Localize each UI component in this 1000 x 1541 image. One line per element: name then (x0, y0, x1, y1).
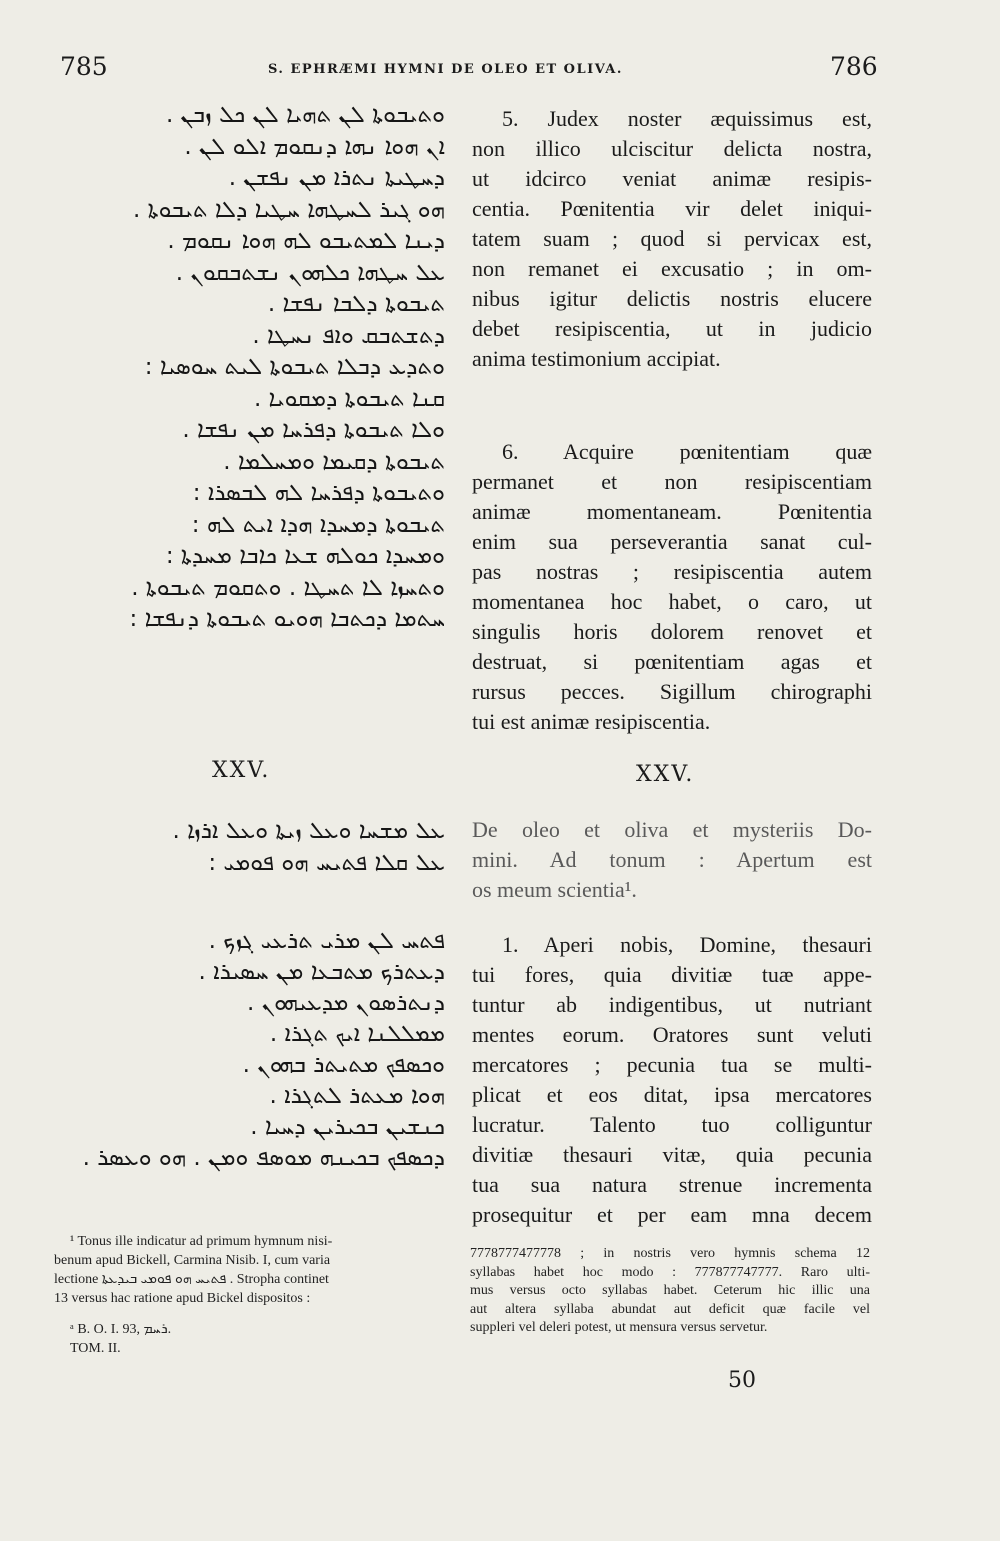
footnote-line: 13 versus hac ratione apud Bickel dispositos : (54, 1291, 311, 1306)
latin-line: nibus igitur delictis nostris elucere (472, 286, 872, 311)
latin-line: singulis horis dolorem renovet et (472, 619, 872, 644)
latin-line: os meum scientia¹. (472, 877, 637, 902)
latin-line: mini. Ad tonum : Apertum est (472, 847, 872, 872)
syriac-line: ܦܬܚ ܠܢ ܡܪܝ ܬܪܥܝ ܓܙܟ . (208, 928, 445, 954)
syriac-line: ܥܠ ܩܠܐ ܦܬܝܚ ܗܘ ܦܘܡܝ : (208, 849, 445, 876)
latin-line: animæ momentaneam. Pœnitentia (472, 499, 872, 524)
latin-section-title: XXV. (636, 762, 695, 787)
latin-line: prosequitur et per eam mna decem (472, 1202, 872, 1227)
latin-line: 1. Aperi nobis, Domine, thesauri (502, 932, 872, 957)
syriac-line: ܘܡܚܕܐ ܟܘܠܗ ܫܥܐ ܟܐܒܐ ܡܚܕܬܐ : (165, 543, 445, 569)
latin-line: pas nostras ; resipiscentia autem (472, 559, 872, 584)
latin-paragraph-6 (472, 437, 872, 737)
syriac-line: ܗܘ ܓܝܪ ܠܚܛܗܐ ܚܛܝܐ ܕܠܐ ܬܝܒܘܬܐ . (132, 196, 445, 223)
syriac-line: ܘܠܐ ܬܝܒܘܬܐ ܕܦܪܚܐ ܡܢ ܢܦܫܐ . (182, 417, 445, 443)
latin-line: destruat, si pœnitentiam agas et (472, 649, 872, 674)
footnote-line: lectione ܦܬܝܚ ܗܘ ܦܘܡܝ ܒܝܕܥܬܐ . Stropha continet (54, 1272, 329, 1287)
footnote-line: suppleri vel deleri potest, ut mensura versus servetur. (470, 1320, 768, 1335)
syriac-line: ܕܚܛܝܬܐ ܢܬܪܐ ܡܢ ܢܦܫܢ . (228, 165, 445, 191)
footnote-line: 7778777477778 ; in nostris vero hymnis schema 12 (470, 1246, 870, 1261)
syriac-line: ܘܬܕܥ ܕܒܠܐ ܬܝܒܘܬܐ ܠܝܬ ܚܘܣܝܐ : (144, 354, 445, 380)
latin-line: tui fores, quia divitiæ tuæ appe- (472, 962, 872, 987)
latin-line: ut idcirco veniat animæ resipis- (472, 166, 872, 191)
syriac-text-lower (83, 926, 445, 1174)
latin-line: lucratur. Talento tuo colliguntur (472, 1112, 872, 1137)
syriac-line: ܗܘܐ ܡܥܬܪ ܠܬܓܪܐ . (269, 1083, 445, 1109)
syriac-line: ܕܝܢܐ ܠܡܬܝܒܘ ܠܗ ܗܘܐ ܢܩܘܡ . (167, 228, 445, 254)
footnote-right (470, 1245, 870, 1338)
syriac-line: ܚܬܡܐ ܕܟܬܒܐ ܗܘܝܘ ܬܝܒܘܬܐ ܕܢܦܫܐ : (129, 606, 445, 632)
syriac-line: ܬܝܒܘܬܐ ܕܩܝܡܐ ܘܡܚܠܡܐ . (223, 448, 445, 475)
latin-line: debet resipiscentia, ut in judicio (472, 316, 872, 341)
running-title: S. EPHRÆMI HYMNI DE OLEO ET OLIVA. (268, 62, 623, 77)
syriac-text-upper (130, 100, 445, 636)
footnote-line: syllabas habet hoc modo : 777877747777. Raro ulti- (470, 1264, 870, 1280)
syriac-line: ܥܠ ܡܫܚܐ ܘܥܠ ܙܝܬܐ ܘܥܠ ܐܪܙܐ . (172, 818, 445, 844)
footnote-line: aut altera syllaba abundat aut deficit quæ facile vel (470, 1301, 870, 1317)
footnote-reference: ᵃ B. O. I. 93, ܪܚܡ. (70, 1322, 172, 1337)
syriac-line: ܟܢܫܝܢ ܒܟܝܪܝܢ ܕܚܝܐ . (250, 1114, 445, 1140)
latin-line: rursus pecces. Sigillum chirographi (472, 679, 872, 704)
latin-line: enim sua perseverantia sanat cul- (472, 529, 872, 554)
footnote-line: ¹ Tonus ille indicatur ad primum hymnum nisi- (70, 1234, 333, 1249)
page-number-right: 786 (830, 52, 878, 81)
latin-line: 5. Judex noster æquissimus est, (502, 106, 872, 131)
latin-line: De oleo et oliva et mysteriis Do- (472, 817, 872, 842)
syriac-line: ܘܬܝܒܘܬܐ ܠܢ ܬܗܝܐ ܠܢ ܟܠ ܙܒܢ . (165, 102, 445, 128)
latin-line: tua sua natura strenue incrementa (472, 1172, 872, 1197)
footnote-line: mus versus octo syllabas habet. Ceterum hic illic una (470, 1283, 870, 1298)
syriac-line: ܐܢ ܗܘܐ ܢܗܐ ܕܢܩܘܡ ܐܠܘ ܠܢ . (184, 133, 445, 160)
syriac-line: ܡܡܠܠܢܐ ܐܝܟ ܬܓܪܐ . (269, 1021, 445, 1047)
latin-line: tatem suam ; quod si pervicax est, (472, 226, 872, 251)
footnote-left (54, 1232, 444, 1358)
page-header (0, 52, 1000, 88)
latin-line: permanet et non resipiscentiam (472, 469, 872, 494)
syriac-line: ܕܥܬܪܟ ܡܬܒܥܐ ܡܢ ܚܣܝܪܐ . (198, 959, 445, 985)
syriac-line: ܕܟܣܦܟ ܒܟܝܢܗ ܡܘܣܦ ܘܡܢ . ܗܘ ܘܥܣܪ . (82, 1145, 445, 1171)
syriac-line: ܥܠ ܚܛܗܐ ܟܠܗܘܢ ܢܫܬܒܩܘܢ . (175, 259, 445, 286)
latin-line: plicat et eos ditat, ipsa mercatores (472, 1082, 872, 1107)
latin-line: tuntur ab indigentibus, ut nutriant (472, 992, 872, 1017)
page-number-left: 785 (60, 52, 108, 81)
latin-line: anima testimonium accipiat. (472, 346, 721, 371)
signature-mark: 50 (728, 1368, 756, 1393)
syriac-line: ܬܝܒܘܬܐ ܕܡܚܕܐ ܗܕܐ ܐܝܬ ܠܗ : (191, 511, 445, 538)
latin-paragraph-5 (472, 104, 872, 374)
latin-line: mercatores ; pecunia tua se multi- (472, 1052, 872, 1077)
latin-line: non illico ulciscitur delicta nostra, (472, 136, 872, 161)
latin-paragraph-1 (472, 930, 872, 1230)
latin-line: tui est animæ resipiscentia. (472, 709, 711, 734)
syriac-line: ܬܝܒܘܬܐ ܕܠܒܐ ܢܦܫܐ . (267, 291, 445, 317)
syriac-line: ܘܬܚܙܐ ܠܐ ܬܚܛܐ . ܘܬܩܘܡ ܬܝܒܘܬܐ . (131, 574, 445, 601)
syriac-line: ܕܬܫܬܒܩ ܘܐܦ ܢܚܛܐ . (252, 322, 445, 349)
tome-label: TOM. II. (70, 1341, 121, 1356)
latin-line: mentes eorum. Oratores sunt veluti (472, 1022, 872, 1047)
latin-line: 6. Acquire pœnitentiam quæ (502, 439, 872, 464)
latin-line: centia. Pœnitentia vir delet iniqui- (472, 196, 872, 221)
latin-line: non remanet ei excusatio ; in om- (472, 256, 872, 281)
syriac-section-title: XXV. (212, 758, 271, 783)
latin-heading (472, 815, 872, 905)
syriac-heading (172, 816, 445, 879)
syriac-line: ܕܢܬܪܣܘܢ ܡܕܥܝܗܘܢ . (246, 990, 445, 1016)
syriac-line: ܘܬܝܒܘܬܐ ܕܦܪܚܐ ܠܗ ܠܒܣܪܐ : (192, 480, 445, 506)
footnote-line: benum apud Bickell, Carmina Nisib. I, cum varia (54, 1253, 331, 1268)
latin-line: momentanea hoc habet, o caro, ut (472, 589, 872, 614)
latin-line: divitiæ thesauri vitæ, quia pecunia (472, 1142, 872, 1167)
syriac-line: ܘܟܣܦܟ ܡܬܝܬܪ ܒܗܘܢ . (242, 1052, 445, 1078)
syriac-line: ܩܢܐ ܬܝܒܘܬܐ ܕܡܩܘܝܐ . (253, 385, 445, 412)
